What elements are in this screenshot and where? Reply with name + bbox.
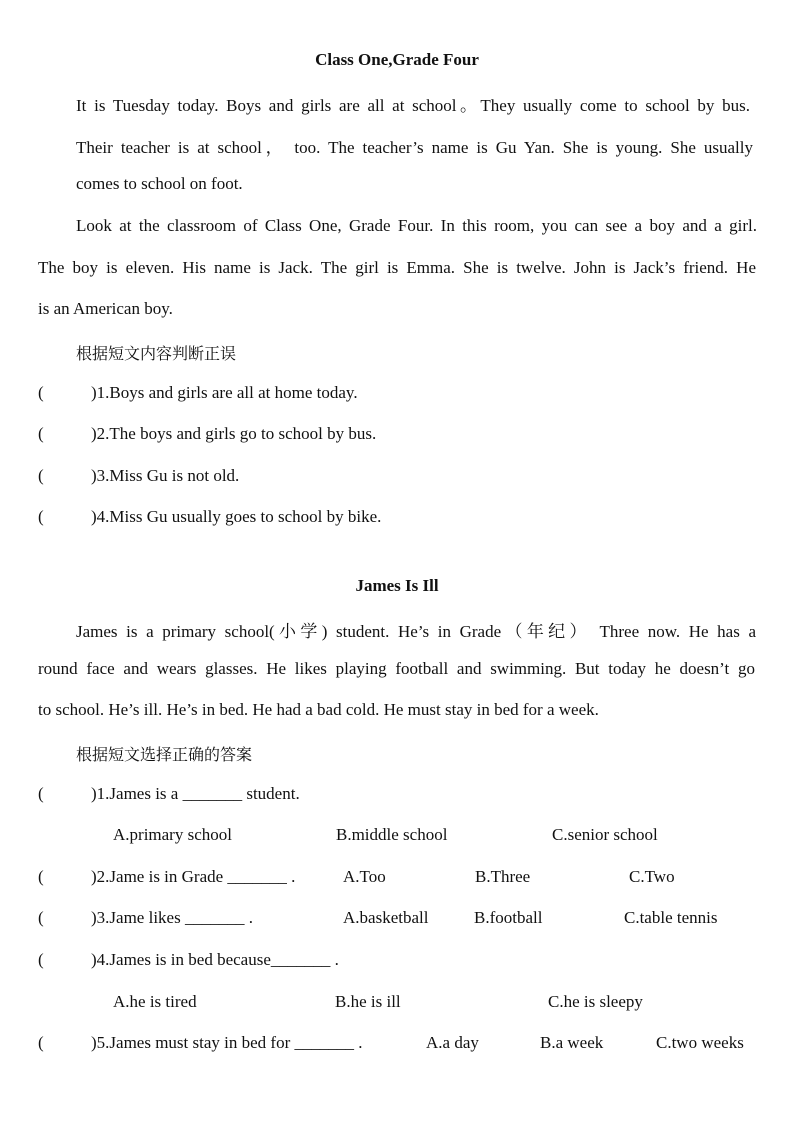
question-text: )2.Jame is in Grade _______ . — [91, 867, 296, 886]
answer-blank[interactable]: ( — [38, 383, 44, 402]
passage1-line-1: It is Tuesday today. Boys and girls are all at school。They usually come to school by bus. — [76, 96, 750, 115]
option-a[interactable]: A.basketball — [343, 908, 429, 927]
option-a[interactable]: A.a day — [426, 1033, 479, 1052]
option-b[interactable]: B.football — [474, 908, 543, 927]
question-text: )1.James is a _______ student. — [91, 784, 300, 803]
answer-blank[interactable]: ( — [38, 908, 44, 927]
passage2-instruction: 根据短文选择正确的答案 — [76, 745, 253, 764]
passage1-title: Class One,Grade Four — [315, 50, 479, 69]
option-c[interactable]: C.two weeks — [656, 1033, 744, 1052]
question-text: )2.The boys and girls go to school by bus. — [91, 424, 377, 443]
passage2-line-3: to school. He’s ill. He’s in bed. He had a bad cold. He must stay in bed for a week. — [38, 700, 599, 719]
passage1-instruction: 根据短文内容判断正误 — [76, 344, 237, 363]
option-a[interactable]: A.primary school — [113, 825, 232, 844]
question-text: )5.James must stay in bed for _______ . — [91, 1033, 363, 1052]
option-c[interactable]: C.table tennis — [624, 908, 718, 927]
passage1-line-5: The boy is eleven. His name is Jack. The girl is Emma. She is twelve. John is Jack’s friend. He — [38, 258, 756, 277]
answer-blank[interactable]: ( — [38, 424, 44, 443]
answer-blank[interactable]: ( — [38, 784, 44, 803]
question-text: )3.Miss Gu is not old. — [91, 466, 240, 485]
option-b[interactable]: B.middle school — [336, 825, 448, 844]
passage1-line-2: Their teacher is at school， too. The teacher’s name is Gu Yan. She is young. She usually — [76, 138, 753, 157]
passage1-line-6: is an American boy. — [38, 299, 173, 318]
option-b[interactable]: B.a week — [540, 1033, 604, 1052]
answer-blank[interactable]: ( — [38, 1033, 44, 1052]
option-b[interactable]: B.he is ill — [335, 992, 401, 1011]
question-text: )4.Miss Gu usually goes to school by bike. — [91, 507, 382, 526]
passage2-title: James Is Ill — [355, 576, 439, 595]
option-c[interactable]: C.Two — [629, 867, 675, 886]
option-c[interactable]: C.senior school — [552, 825, 658, 844]
option-a[interactable]: A.he is tired — [113, 992, 197, 1011]
answer-blank[interactable]: ( — [38, 950, 44, 969]
answer-blank[interactable]: ( — [38, 867, 44, 886]
question-text: )4.James is in bed because_______ . — [91, 950, 339, 969]
question-text: )3.Jame likes _______ . — [91, 908, 253, 927]
option-c[interactable]: C.he is sleepy — [548, 992, 643, 1011]
passage2-line-2: round face and wears glasses. He likes playing football and swimming. But today he doesn’t go — [38, 659, 755, 678]
passage1-line-4: Look at the classroom of Class One, Grade Four. In this room, you can see a boy and a girl. — [76, 216, 757, 235]
passage1-line-3: comes to school on foot. — [76, 174, 243, 193]
question-text: )1.Boys and girls are all at home today. — [91, 383, 358, 402]
answer-blank[interactable]: ( — [38, 507, 44, 526]
option-a[interactable]: A.Too — [343, 867, 386, 886]
option-b[interactable]: B.Three — [475, 867, 531, 886]
answer-blank[interactable]: ( — [38, 466, 44, 485]
passage2-line-1: James is a primary school(小学) student. He’s in Grade（年纪） Three now. He has a — [76, 622, 756, 641]
